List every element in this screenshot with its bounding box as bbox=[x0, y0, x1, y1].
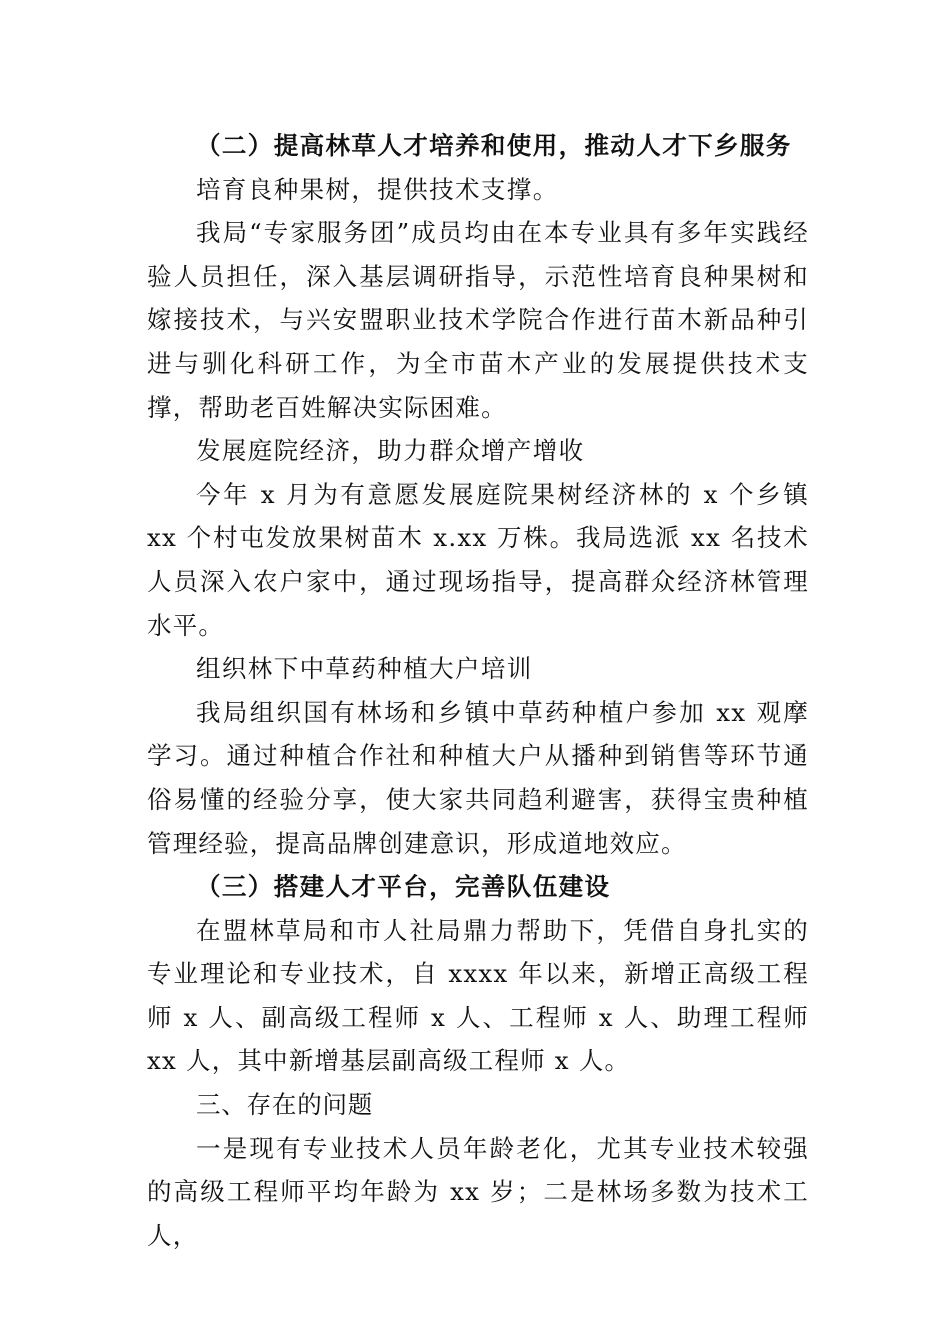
document-body bbox=[147, 124, 809, 1257]
subheading-herb-training: 组织林下中草药种植大户培训 bbox=[196, 654, 533, 684]
paragraph-engineers: 在盟林草局和市人社局鼎力帮助下，凭借自身扎实的专业理论和专业技术，自 xxxx 年以来，新增正高级工程师 x 人、副高级工程师 x 人、工程师 x 人、助理工程师 xx 人，其中新增基层副高级工程师 x 人。 bbox=[147, 915, 809, 1076]
paragraph-problems: 一是现有专业技术人员年龄老化，尤其专业技术较强的高级工程师平均年龄为 xx 岁；二是林场多数为技术工人， bbox=[147, 1133, 809, 1250]
paragraph-herb-study: 我局组织国有林场和乡镇中草药种植户参加 xx 观摩学习。通过种植合作社和种植大户从播种到销售等环节通俗易懂的经验分享，使大家共同趋利避害，获得宝贵种植管理经验，提高品牌创建意识，形成道地效应。 bbox=[147, 697, 809, 858]
section-title-problems: 三、存在的问题 bbox=[196, 1090, 374, 1120]
paragraph-expert-service: 我局“专家服务团”成员均由在本专业具有多年实践经验人员担任，深入基层调研指导，示范性培育良种果树和嫁接技术，与兴安盟职业技术学院合作进行苗木新品种引进与驯化科研工作，为全市苗木产业的发展提供技术支撑，帮助老百姓解决实际困难。 bbox=[147, 218, 809, 422]
subheading-courtyard-economy: 发展庭院经济，助力群众增产增收 bbox=[196, 436, 585, 466]
subheading-fruit-trees: 培育良种果树，提供技术支撑。 bbox=[196, 174, 559, 204]
paragraph-seedlings: 今年 x 月为有意愿发展庭院果树经济林的 x 个乡镇 xx 个村屯发放果树苗木 x.xx 万株。我局选派 xx 名技术人员深入农户家中，通过现场指导，提高群众经济林管理水平。 bbox=[147, 479, 809, 640]
heading-talent-platform: （三）搭建人才平台，完善队伍建设 bbox=[196, 872, 611, 902]
heading-talent-training: （二）提高林草人才培养和使用，推动人才下乡服务 bbox=[196, 131, 792, 160]
